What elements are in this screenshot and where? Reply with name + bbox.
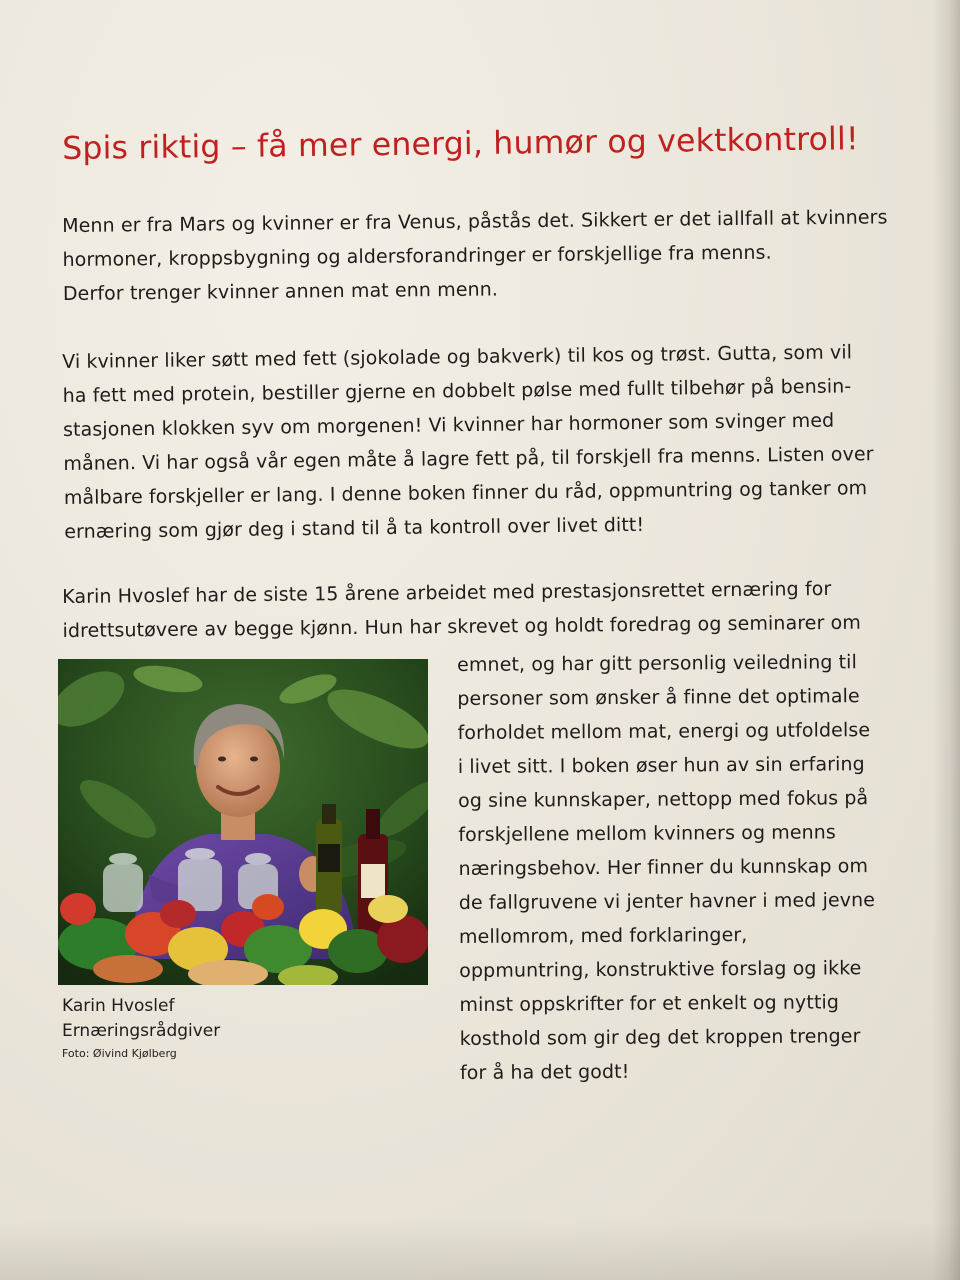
page-edge-shadow [932,0,960,1280]
text-line: næringsbehov. Her finner du kunnskap om [458,855,869,880]
caption-role: Ernæringsrådgiver [62,1021,221,1041]
text-line: Vi kvinner liker søtt med fett (sjokolade og bakverk) til kos og trøst. Gutta, som vil [62,341,853,373]
text-line: forskjellene mellom kvinners og menns [458,821,836,846]
second-paragraph [62,335,875,549]
heading: Spis riktig – få mer energi, humør og vektkontroll! [62,121,860,167]
text-line: hormoner, kroppsbygning og aldersforandringer er forskjellige fra menns. [62,241,772,271]
text-line: for å ha det godt! [459,1060,630,1084]
text-line: idrettsutøvere av begge kjønn. Hun har skrevet og holdt foredrag og seminarer om [62,611,862,642]
text-line: kosthold som gir deg det kroppen trenger [459,1025,861,1050]
text-line: Menn er fra Mars og kvinner er fra Venus, påstås det. Sikkert er det iallfall at kvinners [62,206,888,237]
text-line: minst oppskrifter for et enkelt og nyttig [459,991,840,1016]
author-paragraph [62,572,861,648]
intro-paragraph [62,200,888,311]
text-line: og sine kunnskaper, nettopp med fokus på [457,787,869,812]
text-line: personer som ønsker å finne det optimale [457,685,860,710]
text-line: stasjonen klokken syv om morgenen! Vi kvinner har hormoner som svinger med [62,409,835,441]
text-line: forholdet mellom mat, energi og utfoldelse [457,719,871,744]
text-line: emnet, og har gitt personlig veiledning til [457,651,857,676]
photo-credit: Foto: Øivind Kjølberg [62,1047,177,1060]
caption-name: Karin Hvoslef [62,996,175,1016]
text-line: de fallgruvene vi jenter havner i med jevne [458,889,876,914]
author-photo [58,659,428,985]
text-line: mellomrom, med forklaringer, [458,923,748,948]
author-paragraph-continued [457,645,876,1090]
text-line: målbare forskjeller er lang. I denne boken finner du råd, oppmuntring og tanker om [63,477,868,509]
text-line: månen. Vi har også vår egen måte å lagre fett på, til forskjell fra menns. Listen over [63,443,874,475]
photo-caption [62,994,220,1063]
text-line: Karin Hvoslef har de siste 15 årene arbeidet med prestasjonsrettet ernæring for [62,577,832,608]
text-line: Derfor trenger kvinner annen mat enn menn. [62,278,499,305]
text-line: oppmuntring, konstruktive forslag og ikke [459,957,862,982]
text-line: i livet sitt. I boken øser hun av sin erfaring [457,753,865,778]
page-bottom-shadow [0,1220,960,1280]
text-line: ha fett med protein, bestiller gjerne en dobbelt pølse med fullt tilbehør på bensin- [62,375,852,407]
text-line: ernæring som gjør deg i stand til å ta kontroll over livet ditt! [64,513,645,543]
